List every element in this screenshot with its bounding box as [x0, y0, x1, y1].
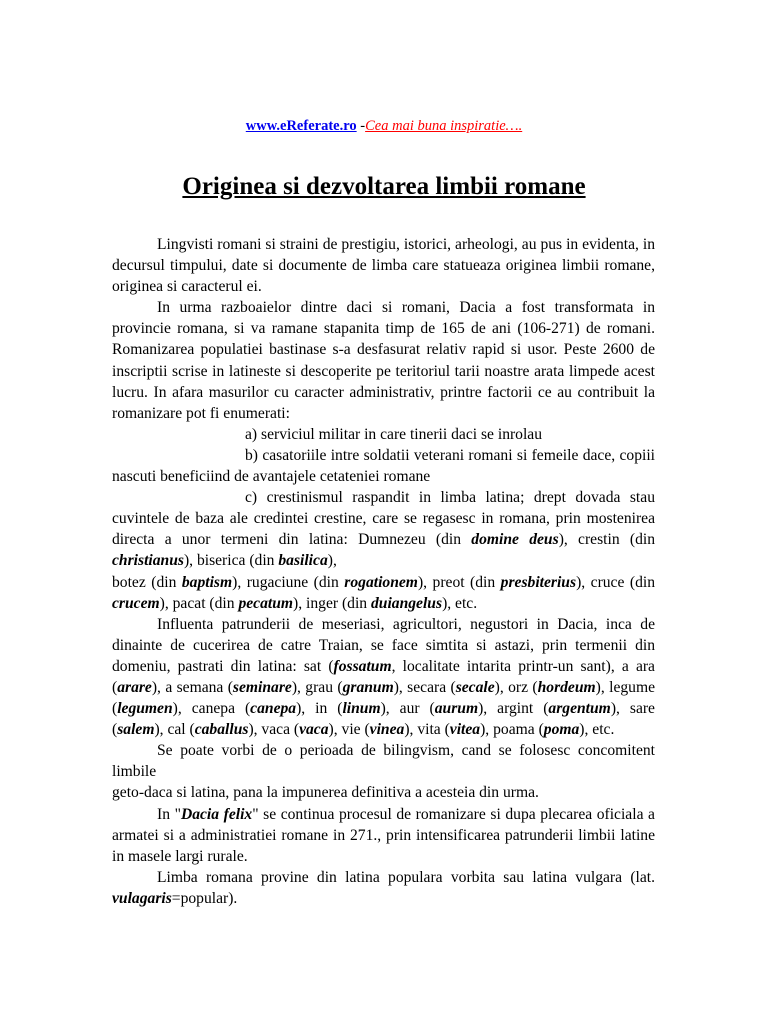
paragraph-text: ), vaca ( — [248, 721, 300, 739]
paragraph-text: ), vie ( — [328, 721, 370, 739]
paragraph-text: ), etc. — [579, 721, 615, 739]
latin-term: rogationem — [344, 573, 418, 591]
paragraph-text: geto-daca si latina, pana la impunerea definitiva a acesteia din urma. — [112, 784, 539, 802]
header-separator: - — [356, 118, 366, 134]
paragraph-text: ), in ( — [296, 700, 343, 718]
document-title: Originea si dezvoltarea limbii romane — [182, 173, 586, 200]
paragraph-text: ), inger (din — [293, 594, 371, 612]
paragraph-text: ), argint ( — [478, 700, 549, 718]
paragraph — [112, 782, 655, 803]
site-slogan: Cea mai buna inspiratie…. — [365, 118, 523, 134]
latin-term: arare — [117, 678, 152, 696]
latin-term: fossatum — [333, 657, 392, 675]
paragraph-text: ), preot (din — [417, 573, 501, 591]
paragraph-text: ), cruce (din — [576, 573, 656, 591]
paragraph-text: In " — [157, 805, 181, 823]
paragraph-text: ), poama ( — [480, 721, 544, 739]
latin-term: basilica — [278, 552, 328, 570]
paragraph — [112, 867, 655, 909]
paragraph-text: b) casatoriile intre soldatii veterani romani si femeile dace, copiii nascuti beneficiind de avantajele cetateniei romane — [112, 446, 655, 486]
paragraph-text: c) crestinismul raspandit in limba latina; drept dovada stau cuvintele de baza ale credintei crestine, care se regasesc in romana, prin mostenirea directa a unor termeni din latina: Dumnezeu (din — [112, 489, 655, 549]
paragraph-text: In urma razboaielor dintre daci si romani, Dacia a fost transformata in provincie romana, si va ramane stapanita timp de 165 de ani (106-271) de romani. Romanizarea populatiei bastinase s-a desfasurat relativ rapid si usor. Peste 2600 de inscriptii scrise in latineste si descoperite pe teritoriul tarii noastre arata limpede acest lucru. In afara masurilor cu caracter administrativ, printre factorii ce au contribuit la romanizare pot fi enumerati: — [112, 299, 655, 422]
paragraph-text: ), rugaciune (din — [232, 573, 345, 591]
site-link[interactable]: www.eReferate.ro — [245, 118, 357, 134]
paragraph-text: Se poate vorbi de o perioada de bilingvism, cand se folosesc concomitent limbile — [112, 742, 655, 781]
latin-term: secale — [455, 678, 495, 696]
latin-term: crucem — [112, 594, 160, 612]
latin-term: domine deus — [471, 531, 559, 549]
latin-term: canepa — [250, 700, 297, 718]
paragraph-text: ), pacat (din — [159, 594, 239, 612]
paragraph-text: ), vita ( — [404, 721, 450, 739]
paragraph — [112, 445, 655, 487]
latin-term: christianus — [112, 552, 184, 570]
paragraph-text: , localitate intarita printr-un sant), a ara ( — [112, 657, 655, 696]
site-header — [0, 117, 768, 135]
latin-term: vitea — [449, 721, 481, 739]
latin-term: linum — [342, 700, 381, 718]
paragraph-text: =popular). — [171, 889, 238, 907]
paragraph — [112, 804, 655, 867]
latin-term: hordeum — [537, 678, 596, 696]
latin-term: granum — [342, 678, 394, 696]
document-body — [112, 234, 655, 909]
paragraph-text: ), — [327, 552, 337, 570]
paragraph-text: botez (din — [112, 573, 182, 591]
latin-term: presbiterius — [500, 573, 577, 591]
latin-term: vulagaris — [112, 889, 172, 907]
paragraph-text: Limba romana provine din latina populara vorbita sau latina vulgara (lat. — [157, 868, 655, 886]
latin-term: legumen — [117, 700, 173, 718]
paragraph-text: ), crestin (din — [558, 531, 656, 549]
latin-term: baptism — [181, 573, 233, 591]
latin-term: poma — [543, 721, 580, 739]
paragraph-text: ), grau ( — [291, 678, 343, 696]
latin-term: argentum — [548, 700, 611, 718]
paragraph — [112, 424, 655, 445]
paragraph-text: ), orz ( — [494, 678, 538, 696]
latin-term: caballus — [194, 721, 249, 739]
paragraph-text: ), cal ( — [154, 721, 195, 739]
paragraph-text: ), sare ( — [112, 700, 655, 739]
paragraph-text: ), legume ( — [112, 678, 656, 718]
latin-term: seminare — [232, 678, 292, 696]
latin-term: duiangelus — [370, 594, 443, 612]
latin-term: aurum — [434, 700, 479, 718]
latin-term: pecatum — [238, 594, 294, 612]
paragraph-text: ), etc. — [442, 594, 478, 612]
paragraph — [112, 740, 655, 782]
latin-term: Dacia felix — [180, 805, 253, 823]
latin-term: vaca — [299, 721, 329, 739]
paragraph-text: a) serviciul militar in care tinerii daci se inrolau — [245, 425, 543, 443]
latin-term: salem — [117, 721, 155, 739]
paragraph — [112, 572, 655, 614]
paragraph-text: ), a semana ( — [151, 678, 233, 696]
paragraph — [112, 614, 655, 741]
paragraph-text: Influenta patrunderii de meseriasi, agricultori, negustori in Dacia, inca de dinainte de cucerirea de catre Traian, se face simtita si astazi, prin termenii din domeniu, pastrati din latina: sat ( — [112, 615, 655, 675]
paragraph — [112, 487, 655, 571]
latin-term: vinea — [369, 721, 405, 739]
paragraph-text: Lingvisti romani si straini de prestigiu, istorici, arheologi, au pus in evidenta, in decursul timpului, date si documente de limba care statueaza originea limbii romane, originea si caracterul ei. — [112, 236, 655, 296]
paragraph — [112, 297, 655, 424]
paragraph-text: ), secara ( — [393, 678, 456, 696]
paragraph-text: " se continua procesul de romanizare si dupa plecarea oficiala a armatei si a administratiei romane in 271., prin intensificarea patrunderii limbii latine in masele largi rurale. — [112, 805, 655, 865]
paragraph-text: ), canepa ( — [172, 700, 251, 718]
paragraph — [112, 234, 655, 297]
paragraph-text: ), aur ( — [380, 700, 435, 718]
paragraph-text: ), biserica (din — [183, 552, 279, 570]
